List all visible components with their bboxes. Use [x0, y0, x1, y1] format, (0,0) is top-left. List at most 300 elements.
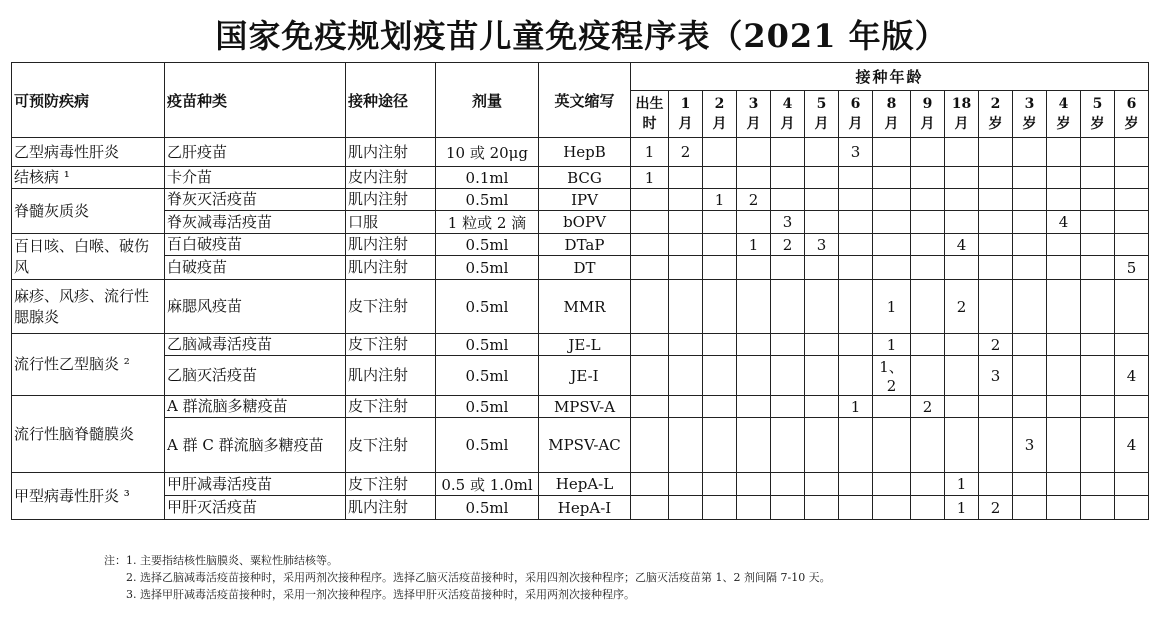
- dose-number-cell: [839, 234, 873, 256]
- dose-number-cell: [669, 396, 703, 418]
- age-value: 9: [922, 96, 933, 112]
- dose-number-cell: [1047, 334, 1081, 356]
- dose-number-cell: [771, 356, 805, 396]
- route-cell: 口服: [346, 211, 436, 234]
- footnote-text: 1. 主要指结核性脑膜炎、粟粒性肺结核等。: [126, 554, 338, 567]
- dose-number-cell: [703, 473, 737, 496]
- dose-cell: 0.5ml: [436, 418, 539, 473]
- dose-number-cell: [737, 256, 771, 280]
- dose-number-cell: [771, 256, 805, 280]
- dose-number-cell: [737, 138, 771, 167]
- dose-number-cell: [631, 234, 669, 256]
- header-abbr: 英文缩写: [539, 63, 631, 138]
- header-row: [12, 63, 1149, 91]
- dose-number-cell: [1013, 473, 1047, 496]
- dose-number-cell: [703, 334, 737, 356]
- dose-number-cell: 1: [839, 396, 873, 418]
- table-row: [12, 256, 1149, 280]
- abbr-cell: MMR: [539, 280, 631, 334]
- age-value: 2: [714, 96, 725, 112]
- age-value: 6: [1126, 96, 1137, 112]
- age-value: 2: [990, 96, 1001, 112]
- dose-number-cell: [945, 189, 979, 211]
- dose-number-cell: 4: [1047, 211, 1081, 234]
- dose-number-cell: [873, 418, 911, 473]
- table-row: [12, 418, 1149, 473]
- dose-number-cell: [839, 256, 873, 280]
- footnote-item: [104, 552, 831, 569]
- dose-cell: 0.5ml: [436, 234, 539, 256]
- dose-number-cell: 4: [1115, 418, 1149, 473]
- dose-number-cell: [1047, 396, 1081, 418]
- dose-number-cell: [737, 473, 771, 496]
- dose-number-cell: [631, 211, 669, 234]
- dose-number-cell: [1013, 138, 1047, 167]
- disease-cell: 结核病 ¹: [12, 167, 165, 189]
- dose-number-cell: [737, 418, 771, 473]
- dose-number-cell: [737, 280, 771, 334]
- dose-number-cell: [737, 334, 771, 356]
- dose-number-cell: [873, 473, 911, 496]
- dose-number-cell: [805, 496, 839, 520]
- dose-number-cell: [911, 167, 945, 189]
- dose-number-cell: 2: [669, 138, 703, 167]
- dose-number-cell: [1047, 189, 1081, 211]
- dose-number-cell: 4: [945, 234, 979, 256]
- age-header-cell: [771, 91, 805, 138]
- dose-number-cell: 1: [737, 234, 771, 256]
- dose-number-cell: [1115, 280, 1149, 334]
- footnote-item: [104, 586, 831, 603]
- dose-number-cell: [1115, 334, 1149, 356]
- dose-number-cell: [631, 356, 669, 396]
- dose-number-cell: [839, 496, 873, 520]
- disease-cell: 流行性脑脊髓膜炎: [12, 396, 165, 473]
- age-unit: 月: [920, 116, 935, 132]
- dose-number-cell: [1081, 396, 1115, 418]
- dose-number-cell: [979, 234, 1013, 256]
- dose-number-cell: [805, 418, 839, 473]
- dose-number-cell: [805, 334, 839, 356]
- dose-number-cell: [911, 256, 945, 280]
- dose-number-cell: [1047, 138, 1081, 167]
- dose-number-cell: 3: [979, 356, 1013, 396]
- dose-number-cell: [945, 334, 979, 356]
- header-age-group: 接种年龄: [631, 63, 1149, 91]
- abbr-cell: IPV: [539, 189, 631, 211]
- dose-number-cell: [1047, 234, 1081, 256]
- dose-number-cell: [911, 189, 945, 211]
- dose-number-cell: [839, 280, 873, 334]
- dose-number-cell: [839, 334, 873, 356]
- dose-number-cell: [945, 356, 979, 396]
- page-title: 国家免疫规划疫苗儿童免疫程序表（2021 年版）: [215, 17, 948, 55]
- dose-number-cell: [839, 418, 873, 473]
- table-row: [12, 473, 1149, 496]
- dose-number-cell: [805, 167, 839, 189]
- dose-number-cell: [771, 138, 805, 167]
- dose-number-cell: [669, 167, 703, 189]
- dose-number-cell: [703, 396, 737, 418]
- dose-number-cell: [703, 418, 737, 473]
- dose-number-cell: [1013, 334, 1047, 356]
- dose-number-cell: [911, 356, 945, 396]
- dose-number-cell: [631, 418, 669, 473]
- dose-cell: 0.5ml: [436, 334, 539, 356]
- dose-number-cell: [631, 473, 669, 496]
- dose-number-cell: [1115, 167, 1149, 189]
- dose-number-cell: [911, 334, 945, 356]
- dose-number-cell: [839, 167, 873, 189]
- age-header-cell: [703, 91, 737, 138]
- vaccine-cell: 麻腮风疫苗: [165, 280, 346, 334]
- age-header-cell: [873, 91, 911, 138]
- dose-number-cell: [771, 418, 805, 473]
- dose-number-cell: [1081, 356, 1115, 396]
- dose-cell: 1 粒或 2 滴: [436, 211, 539, 234]
- dose-number-cell: [839, 211, 873, 234]
- dose-number-cell: 1: [703, 189, 737, 211]
- route-cell: 皮下注射: [346, 280, 436, 334]
- age-header-cell: [737, 91, 771, 138]
- dose-number-cell: 3: [1013, 418, 1047, 473]
- dose-number-cell: [979, 256, 1013, 280]
- dose-number-cell: [1081, 418, 1115, 473]
- dose-number-cell: [703, 256, 737, 280]
- dose-number-cell: [911, 496, 945, 520]
- vaccine-cell: 甲肝灭活疫苗: [165, 496, 346, 520]
- footnote-text: 3. 选择甲肝减毒活疫苗接种时，采用一剂次接种程序。选择甲肝灭活疫苗接种时，采用两剂次接种程序。: [126, 588, 635, 601]
- vaccine-cell: 脊灰减毒活疫苗: [165, 211, 346, 234]
- dose-number-cell: [669, 496, 703, 520]
- dose-number-cell: [669, 356, 703, 396]
- route-cell: 肌内注射: [346, 356, 436, 396]
- dose-number-cell: 1: [631, 138, 669, 167]
- dose-number-cell: [805, 280, 839, 334]
- dose-number-cell: [805, 211, 839, 234]
- table-row: [12, 396, 1149, 418]
- age-header-cell: [979, 91, 1013, 138]
- dose-number-cell: 1、2: [873, 356, 911, 396]
- vaccine-cell: 脊灰灭活疫苗: [165, 189, 346, 211]
- dose-number-cell: [911, 138, 945, 167]
- table-row: [12, 334, 1149, 356]
- age-header-cell: [631, 91, 669, 138]
- dose-number-cell: [979, 396, 1013, 418]
- age-header-cell: [839, 91, 873, 138]
- route-cell: 皮下注射: [346, 334, 436, 356]
- dose-number-cell: [737, 496, 771, 520]
- dose-number-cell: [669, 334, 703, 356]
- dose-number-cell: [1115, 396, 1149, 418]
- route-cell: 肌内注射: [346, 496, 436, 520]
- route-cell: 皮下注射: [346, 473, 436, 496]
- age-value: 5: [1092, 96, 1103, 112]
- dose-number-cell: [771, 473, 805, 496]
- age-unit: 月: [746, 116, 761, 132]
- dose-number-cell: 1: [873, 334, 911, 356]
- dose-number-cell: [703, 167, 737, 189]
- abbr-cell: bOPV: [539, 211, 631, 234]
- dose-number-cell: [1013, 256, 1047, 280]
- dose-number-cell: [945, 418, 979, 473]
- dose-number-cell: [737, 396, 771, 418]
- dose-number-cell: [1115, 496, 1149, 520]
- table-row: [12, 234, 1149, 256]
- dose-number-cell: [873, 138, 911, 167]
- dose-number-cell: [1013, 496, 1047, 520]
- dose-cell: 0.5ml: [436, 280, 539, 334]
- table-row: [12, 167, 1149, 189]
- age-header-cell: [1115, 91, 1149, 138]
- dose-cell: 0.5ml: [436, 396, 539, 418]
- dose-number-cell: [771, 334, 805, 356]
- dose-number-cell: [945, 396, 979, 418]
- dose-number-cell: [771, 280, 805, 334]
- dose-number-cell: [839, 189, 873, 211]
- disease-cell: 脊髓灰质炎: [12, 189, 165, 234]
- age-header-cell: [1013, 91, 1047, 138]
- dose-number-cell: [805, 473, 839, 496]
- dose-number-cell: 1: [945, 473, 979, 496]
- dose-number-cell: [631, 496, 669, 520]
- route-cell: 皮下注射: [346, 418, 436, 473]
- dose-number-cell: 2: [771, 234, 805, 256]
- vaccine-cell: 卡介苗: [165, 167, 346, 189]
- abbr-cell: HepB: [539, 138, 631, 167]
- age-unit: 岁: [1056, 116, 1071, 132]
- dose-number-cell: [703, 356, 737, 396]
- vaccine-cell: A 群 C 群流脑多糖疫苗: [165, 418, 346, 473]
- vaccine-cell: 乙脑减毒活疫苗: [165, 334, 346, 356]
- dose-number-cell: [703, 280, 737, 334]
- dose-number-cell: 1: [945, 496, 979, 520]
- dose-cell: 0.1ml: [436, 167, 539, 189]
- age-unit: 时: [642, 116, 657, 132]
- disease-cell: 乙型病毒性肝炎: [12, 138, 165, 167]
- disease-cell: 百日咳、白喉、破伤风: [12, 234, 165, 280]
- abbr-cell: MPSV-AC: [539, 418, 631, 473]
- dose-number-cell: [1115, 138, 1149, 167]
- age-header-cell: [911, 91, 945, 138]
- abbr-cell: JE-I: [539, 356, 631, 396]
- dose-number-cell: [1081, 234, 1115, 256]
- dose-number-cell: [771, 396, 805, 418]
- age-value: 1: [680, 96, 691, 112]
- dose-number-cell: 1: [631, 167, 669, 189]
- dose-number-cell: [771, 189, 805, 211]
- age-unit: 岁: [988, 116, 1003, 132]
- age-header-cell: [945, 91, 979, 138]
- dose-number-cell: [805, 138, 839, 167]
- age-value: 3: [1024, 96, 1035, 112]
- dose-number-cell: [737, 167, 771, 189]
- dose-number-cell: [703, 211, 737, 234]
- age-value: 4: [782, 96, 793, 112]
- dose-number-cell: [805, 396, 839, 418]
- age-unit: 月: [780, 116, 795, 132]
- dose-number-cell: 3: [839, 138, 873, 167]
- table-row: [12, 211, 1149, 234]
- age-value: 4: [1058, 96, 1069, 112]
- header-vaccine: 疫苗种类: [165, 63, 346, 138]
- vaccine-cell: 甲肝减毒活疫苗: [165, 473, 346, 496]
- dose-number-cell: [669, 211, 703, 234]
- disease-cell: 甲型病毒性肝炎 ³: [12, 473, 165, 520]
- age-unit: 月: [814, 116, 829, 132]
- dose-number-cell: [1115, 189, 1149, 211]
- age-value: 5: [816, 96, 827, 112]
- dose-number-cell: [1047, 256, 1081, 280]
- dose-number-cell: [669, 256, 703, 280]
- vaccine-cell: 百白破疫苗: [165, 234, 346, 256]
- dose-number-cell: [1013, 234, 1047, 256]
- dose-number-cell: [873, 189, 911, 211]
- dose-number-cell: [1013, 189, 1047, 211]
- age-value: 出生: [635, 96, 664, 112]
- age-value: 18: [951, 96, 972, 112]
- dose-number-cell: [911, 280, 945, 334]
- dose-number-cell: [1081, 496, 1115, 520]
- dose-cell: 0.5ml: [436, 189, 539, 211]
- dose-number-cell: [873, 167, 911, 189]
- age-value: 3: [748, 96, 759, 112]
- dose-number-cell: 4: [1115, 356, 1149, 396]
- dose-number-cell: [1115, 211, 1149, 234]
- dose-number-cell: [1047, 167, 1081, 189]
- dose-number-cell: 2: [945, 280, 979, 334]
- age-value: 8: [886, 96, 897, 112]
- age-header-cell: [1047, 91, 1081, 138]
- footnote-label: 注：: [104, 554, 126, 567]
- dose-number-cell: [873, 234, 911, 256]
- age-unit: 月: [848, 116, 863, 132]
- dose-number-cell: 1: [873, 280, 911, 334]
- dose-number-cell: [805, 256, 839, 280]
- abbr-cell: MPSV-A: [539, 396, 631, 418]
- abbr-cell: DTaP: [539, 234, 631, 256]
- dose-number-cell: [873, 256, 911, 280]
- dose-number-cell: 3: [771, 211, 805, 234]
- dose-number-cell: [1081, 256, 1115, 280]
- vaccine-cell: 乙脑灭活疫苗: [165, 356, 346, 396]
- age-header-cell: [805, 91, 839, 138]
- dose-number-cell: 2: [979, 496, 1013, 520]
- age-unit: 月: [678, 116, 693, 132]
- table-row: [12, 138, 1149, 167]
- dose-number-cell: [1047, 496, 1081, 520]
- route-cell: 肌内注射: [346, 138, 436, 167]
- dose-number-cell: [771, 496, 805, 520]
- dose-number-cell: [1047, 418, 1081, 473]
- age-header-cell: [1081, 91, 1115, 138]
- dose-number-cell: [703, 496, 737, 520]
- dose-number-cell: [979, 280, 1013, 334]
- dose-number-cell: [911, 211, 945, 234]
- dose-number-cell: [979, 418, 1013, 473]
- dose-number-cell: [669, 280, 703, 334]
- abbr-cell: HepA-I: [539, 496, 631, 520]
- dose-number-cell: [1047, 280, 1081, 334]
- dose-number-cell: [631, 256, 669, 280]
- dose-number-cell: [669, 418, 703, 473]
- dose-number-cell: [945, 211, 979, 234]
- dose-number-cell: [1081, 138, 1115, 167]
- dose-cell: 0.5ml: [436, 356, 539, 396]
- dose-number-cell: [1081, 334, 1115, 356]
- abbr-cell: HepA-L: [539, 473, 631, 496]
- route-cell: 肌内注射: [346, 189, 436, 211]
- dose-number-cell: [1013, 167, 1047, 189]
- dose-number-cell: [805, 356, 839, 396]
- dose-number-cell: [1013, 396, 1047, 418]
- dose-number-cell: [631, 189, 669, 211]
- dose-number-cell: [1047, 356, 1081, 396]
- dose-number-cell: [737, 211, 771, 234]
- dose-number-cell: 3: [805, 234, 839, 256]
- dose-number-cell: [1081, 473, 1115, 496]
- abbr-cell: DT: [539, 256, 631, 280]
- dose-number-cell: 2: [737, 189, 771, 211]
- dose-number-cell: [737, 356, 771, 396]
- dose-number-cell: [979, 473, 1013, 496]
- dose-cell: 0.5ml: [436, 496, 539, 520]
- route-cell: 皮内注射: [346, 167, 436, 189]
- dose-number-cell: [631, 396, 669, 418]
- dose-number-cell: [839, 356, 873, 396]
- dose-number-cell: [979, 167, 1013, 189]
- dose-number-cell: [911, 418, 945, 473]
- age-unit: 月: [954, 116, 969, 132]
- age-unit: 岁: [1022, 116, 1037, 132]
- dose-number-cell: [669, 189, 703, 211]
- dose-number-cell: [1013, 211, 1047, 234]
- dose-number-cell: [631, 334, 669, 356]
- dose-number-cell: [1081, 211, 1115, 234]
- dose-cell: 0.5ml: [436, 256, 539, 280]
- dose-number-cell: [979, 189, 1013, 211]
- dose-number-cell: [945, 256, 979, 280]
- dose-number-cell: [873, 496, 911, 520]
- dose-number-cell: [839, 473, 873, 496]
- dose-number-cell: 5: [1115, 256, 1149, 280]
- disease-cell: 流行性乙型脑炎 ²: [12, 334, 165, 396]
- dose-number-cell: [669, 473, 703, 496]
- dose-number-cell: [1081, 167, 1115, 189]
- dose-number-cell: [703, 234, 737, 256]
- dose-number-cell: [1047, 473, 1081, 496]
- vaccine-cell: A 群流脑多糖疫苗: [165, 396, 346, 418]
- age-unit: 月: [712, 116, 727, 132]
- dose-number-cell: [1013, 280, 1047, 334]
- dose-number-cell: [805, 189, 839, 211]
- dose-number-cell: [1081, 189, 1115, 211]
- dose-number-cell: [873, 396, 911, 418]
- dose-number-cell: 2: [979, 334, 1013, 356]
- dose-cell: 10 或 20μg: [436, 138, 539, 167]
- dose-number-cell: [873, 211, 911, 234]
- header-route: 接种途径: [346, 63, 436, 138]
- abbr-cell: JE-L: [539, 334, 631, 356]
- footnotes: [104, 552, 831, 603]
- table-row: [12, 189, 1149, 211]
- immunization-schedule-table: [11, 62, 1149, 520]
- abbr-cell: BCG: [539, 167, 631, 189]
- route-cell: 肌内注射: [346, 234, 436, 256]
- dose-cell: 0.5 或 1.0ml: [436, 473, 539, 496]
- dose-number-cell: [945, 167, 979, 189]
- dose-number-cell: [1115, 473, 1149, 496]
